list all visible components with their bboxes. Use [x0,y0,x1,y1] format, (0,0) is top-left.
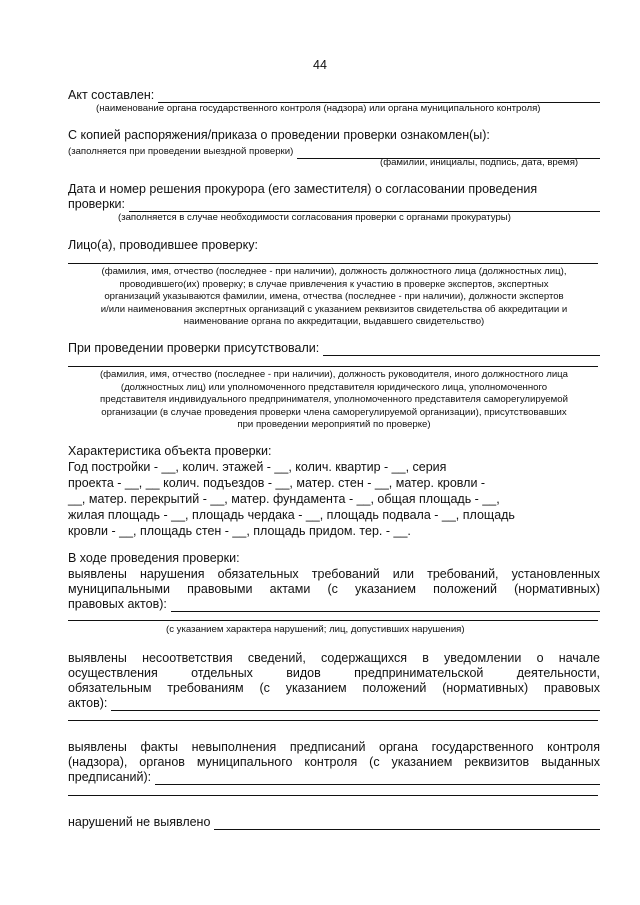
caption-line: при проведении мероприятий по проверке) [237,419,431,431]
present-field [68,341,600,356]
object-line: __, матер. перекрытий - __, матер. фундамента - __, общая площадь - __, [68,492,500,506]
mismatch-text: осуществления отдельных видов предпринимательской деятельности, [68,666,600,680]
caption-line: (фамилия, имя, отчество (последнее - при наличии), должность должностного лица (должностных лиц), [101,266,567,277]
no-violations-label: нарушений не выявлено [68,815,211,829]
act-composed-label: Акт составлен: [68,88,155,102]
act-composed-field [68,88,600,103]
facts-label: предписаний): [68,770,152,784]
caption-line: представителя индивидуального предпринимателя, уполномоченного представителя саморегулируемой [100,394,568,406]
present-label: При проведении проверки присутствовали: [68,341,320,355]
violations-text: выявлены нарушения обязательных требований или требований, установленных [68,567,600,581]
no-violations-line[interactable] [214,818,600,830]
facts-text: выявлены факты невыполнения предписаний органа государственного контроля [68,740,600,754]
object-line: проекта - __, __ колич. подъездов - __, матер. стен - __, матер. кровли - [68,476,486,490]
present-line[interactable] [323,344,600,356]
caption-line: (фамилия, имя, отчество (последнее - при наличии), должность руководителя, иного должностного лица [99,369,569,380]
copy-acquainted-label: С копией распоряжения/приказа о проведении проверки ознакомлен(ы): [68,128,490,142]
prosecutor-decision-field [68,197,600,212]
act-composed-line[interactable] [158,91,600,103]
violations-caption: (с указанием характера нарушений; лиц, допустивших нарушения) [166,624,465,635]
act-composed-caption: (наименование органа государственного контроля (надзора) или органа муниципального контроля) [96,103,541,114]
violations-text: муниципальными правовыми актами (с указанием положений (нормативных) [68,582,600,596]
violations-field [68,597,600,612]
caption-line: и/или наименования экспертных организаций с указанием реквизитов свидетельства об аккредитации и [100,303,568,315]
inspectors-line[interactable] [68,263,598,264]
facts-field [68,770,600,785]
object-line: жилая площадь - __, площадь чердака - __, площадь подвала - __, площадь [68,508,515,522]
no-violations-field [68,815,600,830]
mismatch-text: обязательным требованиям (с указанием положений (нормативных) правовых [68,681,600,695]
mismatch-line[interactable] [111,699,600,711]
copy-acquainted-note: (заполняется при проведении выездной проверки) [68,146,294,157]
prosecutor-decision-line[interactable] [129,200,600,212]
object-heading: Характеристика объекта проверки: [68,444,272,458]
prosecutor-decision-label: Дата и номер решения прокурора (его заместителя) о согласовании проведения [68,182,538,196]
present-caption [68,369,600,432]
violations-line[interactable] [171,600,600,612]
facts-line-2[interactable] [68,795,598,796]
object-line: кровли - __, площадь стен - __, площадь придом. тер. - __. [68,524,411,538]
prosecutor-decision-caption: (заполняется в случае необходимости согласования проверки с органами прокуратуры) [118,212,511,223]
page-number: 44 [313,58,327,72]
caption-line: организации (в случае проведения проверки члена саморегулируемой организации), присутствовавших [101,406,567,418]
during-heading: В ходе проведения проверки: [68,551,240,565]
present-line-2[interactable] [68,366,598,367]
object-line: Год постройки - __, колич. этажей - __, колич. квартир - __, серия [68,460,447,474]
copy-acquainted-caption: (фамилии, инициалы, подпись, дата, время) [380,157,579,168]
facts-text: (надзора), органов муниципального контроля (с указанием реквизитов выданных [68,755,600,769]
inspectors-caption [68,266,600,329]
mismatch-text: выявлены несоответствия сведений, содержащихся в уведомлении о начале [68,651,600,665]
caption-line: наименование органа по аккредитации, выдавшего свидетельство) [183,316,485,328]
caption-line: организаций указываются фамилии, имена, отчества (последнее - при наличии), должности экспертов [104,291,564,303]
prosecutor-decision-label-2: проверки: [68,197,126,211]
mismatch-line-2[interactable] [68,720,598,721]
mismatch-field [68,696,600,711]
caption-line: (должностных лиц) или уполномоченного представителя юридического лица, уполномоченного [120,381,548,393]
mismatch-label: актов): [68,696,108,710]
violations-line-2[interactable] [68,620,598,621]
facts-line[interactable] [155,773,600,785]
caption-line: проводившего(их) проверку; в случае привлечения к участию в проверке экспертов, экспертных [119,278,549,290]
inspectors-label: Лицо(а), проводившее проверку: [68,238,258,252]
violations-label: правовых актов): [68,597,167,611]
